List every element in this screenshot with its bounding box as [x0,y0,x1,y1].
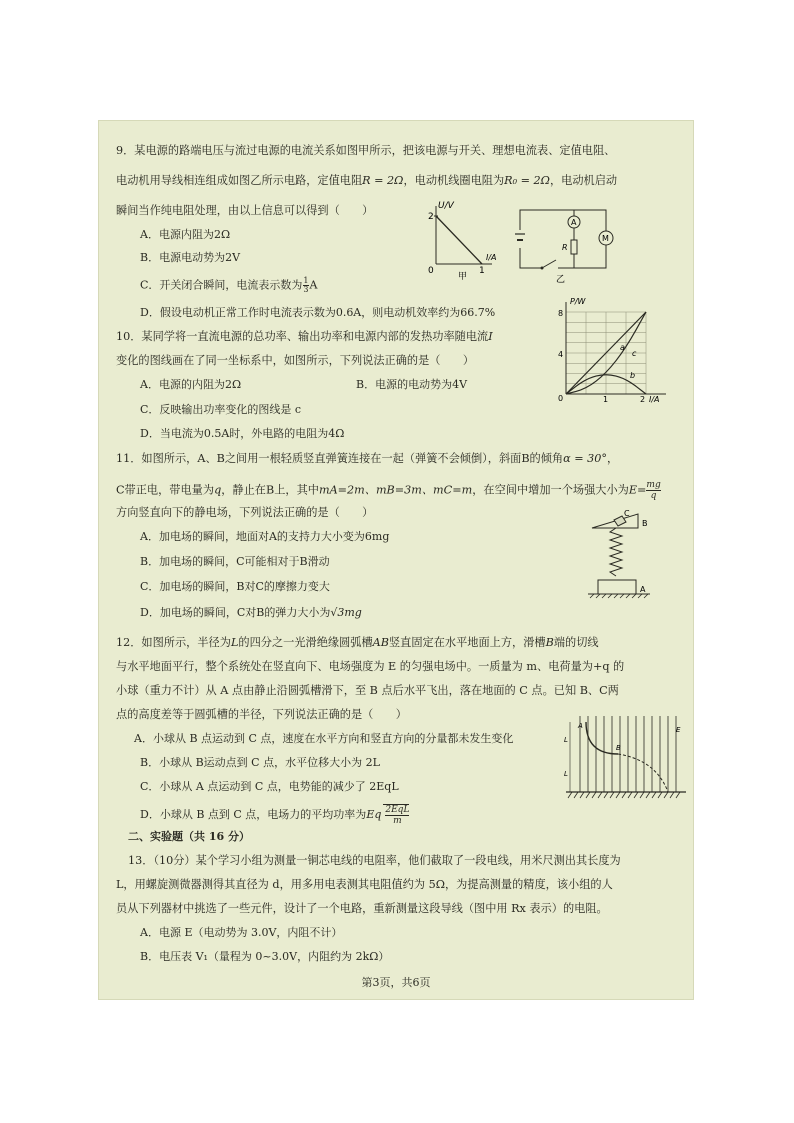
q9-figure-yi-circuit [514,202,614,286]
q12-option-b: B．小球从 B运动点到 C 点，水平位移大小为 2L [140,756,380,769]
q12-label-e: E [676,726,681,734]
q12-label-l-lower: L [564,770,568,778]
q11-option-b: B．加电场的瞬间，C可能相对于B滑动 [140,555,330,568]
q9-yi-resistor-label: R [562,243,568,252]
q9-yi-caption: 乙 [556,275,566,285]
q10-curve-label-c: c [632,349,637,358]
q12-label-a: A [578,722,583,730]
q12-stem-line4: 点的高度差等于圆弧槽的半径，下列说法正确的是（ ） [116,708,407,721]
q12-option-a: A．小球从 B 点运动到 C 点，速度在水平方向和竖直方向的分量都未发生变化 [134,732,514,745]
q10-x-tick-2: 2 [640,395,646,404]
q12-stem-line2: 与水平地面平行，整个系统处在竖直向下、电场强度为 E 的匀强电场中。一质量为 m、电荷量为+q 的 [116,660,625,673]
q11-label-a: A [640,585,646,594]
q11-figure-spring [586,498,682,604]
q9-yi-motor-label: M [602,234,609,243]
q11-option-c: C．加电场的瞬间，B对C的摩擦力变大 [140,580,330,593]
q11-stem-line1: 11．如图所示，A、B之间用一根轻质竖直弹簧连接在一起（弹簧不会倾倒），斜面B的倾角α = 30°， [116,452,619,465]
q13-stem-line3: 员从下列器材中挑选了一些元件，设计了一个电路，重新测量这段导线（图中用 Rx 表示）的电阻。 [116,902,608,915]
q11-stem-line3: 方向竖直向下的静电场，下列说法正确的是（ ） [116,506,374,519]
q12-option-d: D．小球从 B 点到 C 点，电场力的平均功率为Eq 2EqL m [140,805,410,826]
q9-stem-line3: 瞬间当作纯电阻处理，由以上信息可以得到（ ） [116,204,374,217]
exam-page [98,120,694,1000]
q9-option-d: D．假设电动机正常工作时电流表示数为0.6A，则电动机效率约为66.7% [140,306,496,319]
q9-stem-line1: 9．某电源的路端电压与流过电源的电流关系如图甲所示，把该电源与开关、理想电流表、定值电阻、 [116,144,616,157]
q9-option-a: A．电源内阻为2Ω [140,228,231,241]
q9-jia-x-label: I/A [486,253,497,262]
q13-stem-line2: L，用螺旋测微器测得其直径为 d，用多用电表测其电阻值约为 5Ω，为提高测量的精度，该小组的人 [116,878,613,891]
q10-curve-label-b: b [630,371,636,380]
q9-option-c: C．开关闭合瞬间，电流表示数为 $\frac{1}{3}$ A [140,276,318,294]
q9-jia-x-tick: 1 [479,266,485,276]
q10-y-label: P/W [570,297,586,306]
q12-label-l-upper: L [564,736,568,744]
q11-label-b: B [642,519,648,528]
q13-option-a: A．电源 E（电动势为 3.0V，内阻不计） [140,926,343,939]
q9-yi-ammeter-label: A [571,218,577,227]
q9-jia-y-label: U/V [438,201,454,211]
q12-stem-line3: 小球（重力不计）从 A 点由静止沿圆弧槽滑下，至 B 点后水平飞出，落在地面的 C 点。已知 B、C两 [116,684,619,697]
q9-jia-y-tick: 2 [428,212,434,222]
q10-x-label: I/A [649,395,660,404]
q9-jia-origin: 0 [428,266,434,276]
q10-option-d: D．当电流为0.5A时，外电路的电阻为4Ω [140,427,345,440]
q10-x-tick-1: 1 [603,395,609,404]
q12-label-b: B [616,744,621,752]
q9-figure-jia [426,200,498,280]
q10-option-a: A．电源的内阻为2Ω [140,378,242,391]
q10-stem-line1: 10．某同学将一直流电源的总功率、输出功率和电源内部的发热功率随电流I [116,330,493,343]
q10-y-tick-4: 4 [558,350,564,359]
q9-jia-caption: 甲 [458,272,468,280]
q10-option-c: C．反映输出功率变化的图线是 c [140,403,302,416]
q13-stem-line1: 13．（10分）某个学习小组为测量一铜芯电线的电阻率，他们截取了一段电线，用米尺测出其长度为 [128,854,621,867]
q13-option-b: B．电压表 V₁（量程为 0~3.0V，内阻约为 2kΩ） [140,950,390,963]
section-2-title: 二、实验题（共 16 分） [128,830,250,843]
q9-stem-line2: 电动机用导线相连组成如图乙所示电路，定值电阻R = 2Ω，电动机线圈电阻为R₀ = 2Ω，电动机启动 [116,174,618,187]
q11-option-a: A．加电场的瞬间，地面对A的支持力大小变为6mg [140,530,390,543]
q10-stem-line2: 变化的图线画在了同一坐标系中，如图所示，下列说法正确的是（ ） [116,354,475,367]
q12-stem-line1: 12．如图所示，半径为L的四分之一光滑绝缘圆弧槽AB竖直固定在水平地面上方，滑槽B端的切线 [116,636,599,649]
q10-origin: 0 [558,394,564,403]
q9-option-b: B．电源电动势为2V [140,251,241,264]
q10-option-b: B．电源的电动势为4V [356,378,468,391]
q12-figure-field [564,712,688,804]
page-footer: 第3页，共6页 [361,976,431,989]
q12-option-c: C．小球从 A 点运动到 C 点，电势能的减少了 2EqL [140,780,399,793]
q10-curve-label-a: a [620,343,625,352]
q11-label-c: C [624,509,630,518]
q10-power-chart [546,294,682,406]
q11-stem-line2: C带正电，带电量为q，静止在B上，其中mA=2m、mB=3m、mC=m，在空间中增加一个场强大小为E= $\frac{mg}{q}$ [116,480,661,501]
q10-y-tick-8: 8 [558,309,564,318]
q11-option-d: D．加电场的瞬间，C对B的弹力大小为√3mg [140,606,362,619]
